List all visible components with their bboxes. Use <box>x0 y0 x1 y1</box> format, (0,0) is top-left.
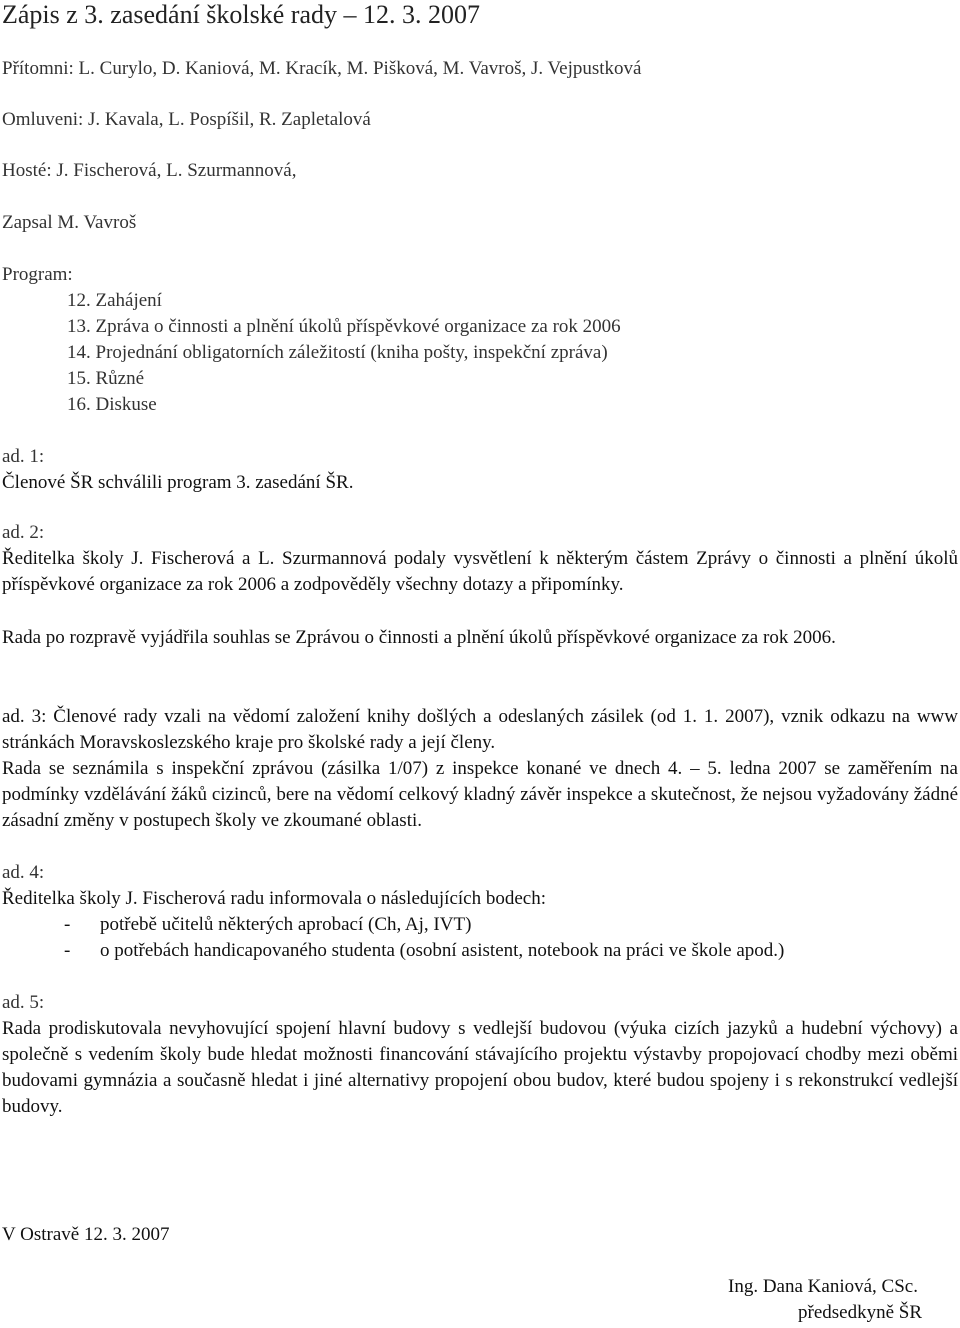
program-item: 14. Projednání obligatorních záležitostí (kniha pošty, inspekční zpráva) <box>67 342 608 363</box>
ad1-text: Členové ŠR schválili program 3. zasedání ŠR. <box>2 472 354 493</box>
excused-members: Omluveni: J. Kavala, L. Pospíšil, R. Zapletalová <box>2 109 371 130</box>
ad2-label: ad. 2: <box>2 522 45 543</box>
program-label: Program: <box>2 264 73 285</box>
ad2-paragraph-1: Ředitelka školy J. Fischerová a L. Szurmannová podaly vysvětlení k některým částem Zprávy o činnosti a plnění úkolů příspěvkové organizace za rok 2006 a zodpověděly všechny dotazy a připomínky. <box>2 548 958 595</box>
program-item: 13. Zpráva o činnosti a plnění úkolů příspěvkové organizace za rok 2006 <box>67 316 621 337</box>
list-item <box>64 912 471 938</box>
program-item: 15. Různé <box>67 368 145 389</box>
program-item: 16. Diskuse <box>67 394 157 415</box>
list-item-text: o potřebách handicapovaného studenta (osobní asistent, notebook na práci ve škole apod.) <box>100 940 785 961</box>
document-title: Zápis z 3. zasedání školské rady – 12. 3. 2007 <box>2 0 481 29</box>
ad5-label: ad. 5: <box>2 992 45 1013</box>
ad4-label: ad. 4: <box>2 862 45 883</box>
list-item <box>64 938 784 964</box>
ad4-intro: Ředitelka školy J. Fischerová radu informovala o následujících bodech: <box>2 888 546 909</box>
list-item-text: potřebě učitelů některých aprobací (Ch, Aj, IVT) <box>100 914 472 935</box>
recorded-by: Zapsal M. Vavroš <box>2 212 137 233</box>
ad3-paragraph-2: Rada se seznámila s inspekční zprávou (zásilka 1/07) z inspekce konané ve dnech 4. – 5. ledna 2007 se zaměřením na podmínky vzdělávání žáků cizinců, bere na vědomí celkový kladný závěr inspekce a skutečnost, že nejsou vyžadovány žádné zásadní změny v postupech školy ve zkoumané oblasti. <box>2 758 958 831</box>
ad2-paragraph-2: Rada po rozpravě vyjádřila souhlas se Zprávou o činnosti a plnění úkolů příspěvkové organizace za rok 2006. <box>2 627 836 648</box>
place-date: V Ostravě 12. 3. 2007 <box>2 1224 170 1245</box>
dash-bullet: - <box>64 940 71 961</box>
program-item: 12. Zahájení <box>67 290 162 311</box>
dash-bullet: - <box>64 914 71 935</box>
signature-name: Ing. Dana Kaniová, CSc. <box>728 1276 918 1297</box>
present-members: Přítomni: L. Curylo, D. Kaniová, M. Kracík, M. Pišková, M. Vavroš, J. Vejpustková <box>2 58 642 79</box>
ad5-text: Rada prodiskutovala nevyhovující spojení hlavní budovy s vedlejší budovou (výuka cizích jazyků a hudební výchovy) a společně s vedením školy bude hledat možnosti financování stávajícího projektu výstavby propojovací chodby mezi oběmi budovami gymnázia a současně hledat i jiné alternativy propojení obou budov, které budou spojeny i s rekonstrukcí vedlejší budovy. <box>2 1018 958 1117</box>
guests: Hosté: J. Fischerová, L. Szurmannová, <box>2 160 297 181</box>
signature-role: předsedkyně ŠR <box>798 1302 923 1323</box>
ad3-paragraph-1: ad. 3: Členové rady vzali na vědomí založení knihy došlých a odeslaných zásilek (od 1. 1. 2007), vznik odkazu na www stránkách Moravskoslezského kraje pro školské rady a její členy. <box>2 706 958 753</box>
ad1-label: ad. 1: <box>2 446 45 467</box>
